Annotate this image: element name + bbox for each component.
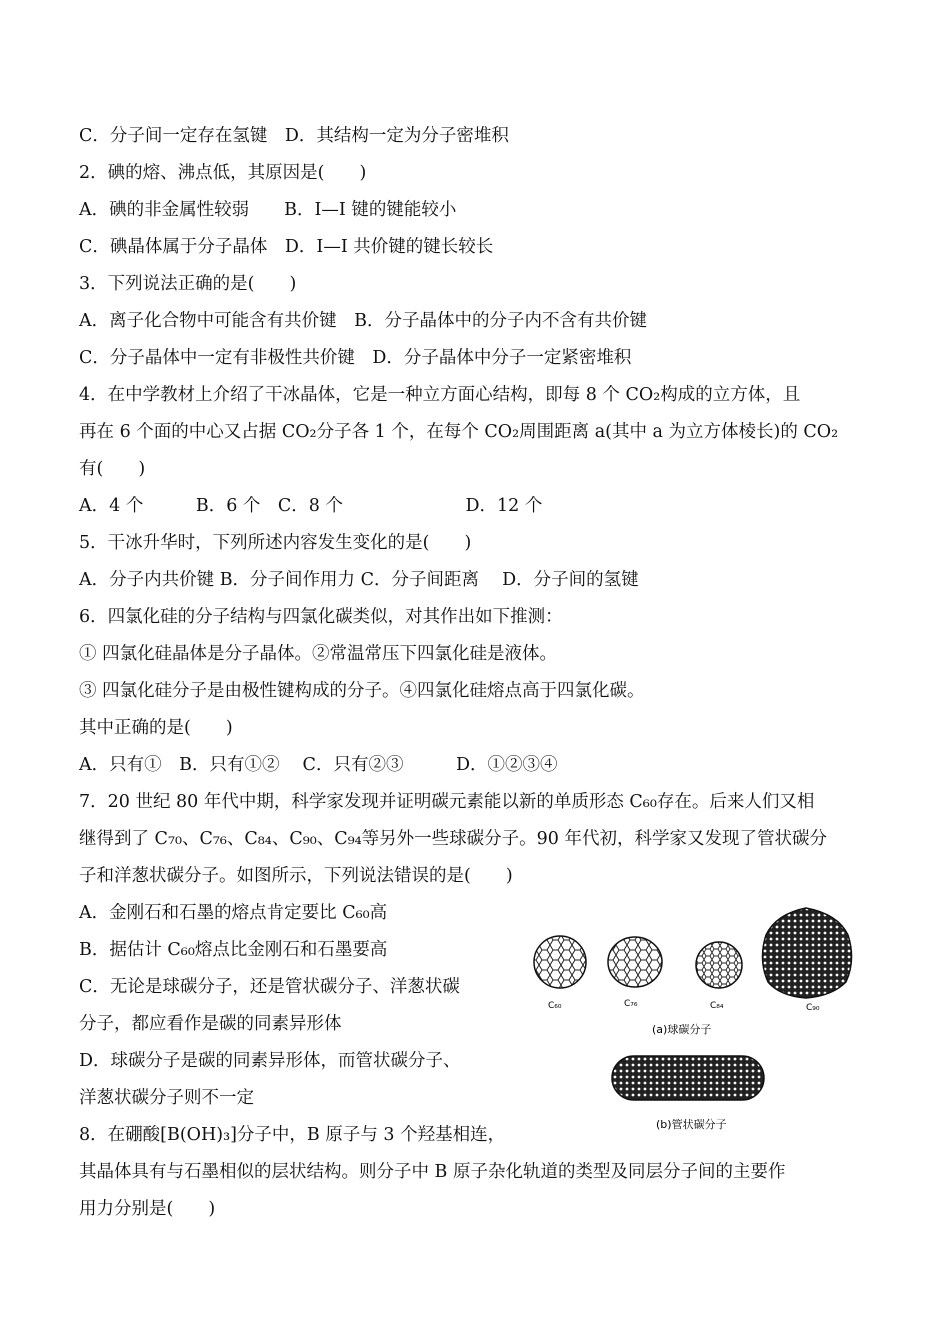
text-line: C．无论是球碳分子，还是管状碳分子、洋葱状碳 bbox=[79, 977, 460, 997]
molecule-drawing bbox=[528, 900, 878, 1140]
label-c84: C₈₄ bbox=[710, 1001, 724, 1011]
c84-sphere bbox=[696, 942, 742, 988]
text-line: 其中正确的是( ) bbox=[79, 718, 233, 738]
text-line: C．碘晶体属于分子晶体 D．I—I 共价键的键长较长 bbox=[79, 237, 494, 257]
label-c60: C₆₀ bbox=[548, 1001, 562, 1011]
text-line: 用力分别是( ) bbox=[79, 1199, 216, 1219]
text-line: 2．碘的熔、沸点低，其原因是( ) bbox=[79, 163, 367, 183]
text-line: ① 四氯化硅晶体是分子晶体。②常温常压下四氯化硅是液体。 bbox=[79, 644, 558, 664]
text-line: 继得到了 C₇₀、C₇₆、C₈₄、C₉₀、C₉₄等另外一些球碳分子。90 年代初，科学家又发现了管状碳分 bbox=[79, 829, 827, 849]
text-line: C．分子晶体中一定有非极性共价键 D．分子晶体中分子一定紧密堆积 bbox=[79, 348, 632, 368]
text-line: B．据估计 C₆₀熔点比金刚石和石墨要高 bbox=[79, 940, 388, 960]
text-line: 有( ) bbox=[79, 459, 146, 479]
text-line: 6．四氯化硅的分子结构与四氯化碳类似，对其作出如下推测： bbox=[79, 607, 563, 627]
text-line: 3．下列说法正确的是( ) bbox=[79, 274, 297, 294]
text-line: 4．在中学教材上介绍了干冰晶体，它是一种立方面心结构，即每 8 个 CO₂构成的立方体，且 bbox=[79, 385, 801, 405]
text-line: 5．干冰升华时，下列所述内容发生变化的是( ) bbox=[79, 533, 472, 553]
text-line: D．球碳分子是碳的同素异形体，而管状碳分子、 bbox=[79, 1051, 461, 1071]
text-line: C．分子间一定存在氢键 D．其结构一定为分子密堆积 bbox=[79, 126, 509, 146]
text-line: 再在 6 个面的中心又占据 CO₂分子各 1 个，在每个 CO₂周围距离 a(其中 a 为立方体棱长)的 CO₂ bbox=[79, 422, 839, 442]
carbon-nanotube bbox=[612, 1056, 764, 1100]
text-line: 分子，都应看作是碳的同素异形体 bbox=[79, 1014, 342, 1034]
text-line: 其晶体具有与石墨相似的层状结构。则分子中 B 原子杂化轨道的类型及同层分子间的主要作 bbox=[79, 1162, 786, 1182]
text-line: A．离子化合物中可能含有共价键 B．分子晶体中的分子内不含有共价键 bbox=[79, 311, 647, 331]
text-line: 洋葱状碳分子则不一定 bbox=[79, 1088, 254, 1108]
c76-sphere bbox=[608, 937, 662, 987]
carbon-molecules-figure bbox=[528, 900, 878, 1140]
text-line: A．4 个 B．6 个 C．8 个 D．12 个 bbox=[79, 496, 543, 516]
text-line: A．只有① B．只有①② C．只有②③ D．①②③④ bbox=[79, 755, 558, 775]
c60-sphere bbox=[534, 936, 586, 988]
text-line: A．碘的非金属性较弱 B．I—I 键的键能较小 bbox=[79, 200, 457, 220]
text-line: 子和洋葱状碳分子。如图所示，下列说法错误的是( ) bbox=[79, 866, 513, 886]
text-line: 7．20 世纪 80 年代中期，科学家发现并证明碳元素能以新的单质形态 C₆₀存在。后来人们又相 bbox=[79, 792, 815, 812]
label-c90: C₉₀ bbox=[806, 1003, 820, 1013]
text-line: ③ 四氯化硅分子是由极性键构成的分子。④四氯化硅熔点高于四氯化碳。 bbox=[79, 681, 645, 701]
c90-sphere bbox=[762, 908, 851, 998]
label-c76: C₇₆ bbox=[624, 999, 638, 1009]
text-line: A．分子内共价键 B．分子间作用力 C．分子间距离 D．分子间的氢键 bbox=[79, 570, 639, 590]
caption-spherical: (a)球碳分子 bbox=[652, 1023, 712, 1036]
caption-tubular: (b)管状碳分子 bbox=[656, 1118, 727, 1131]
text-line: A．金刚石和石墨的熔点肯定要比 C₆₀高 bbox=[79, 903, 388, 923]
text-line: 8．在硼酸[B(OH)₃]分子中，B 原子与 3 个羟基相连， bbox=[79, 1125, 506, 1145]
